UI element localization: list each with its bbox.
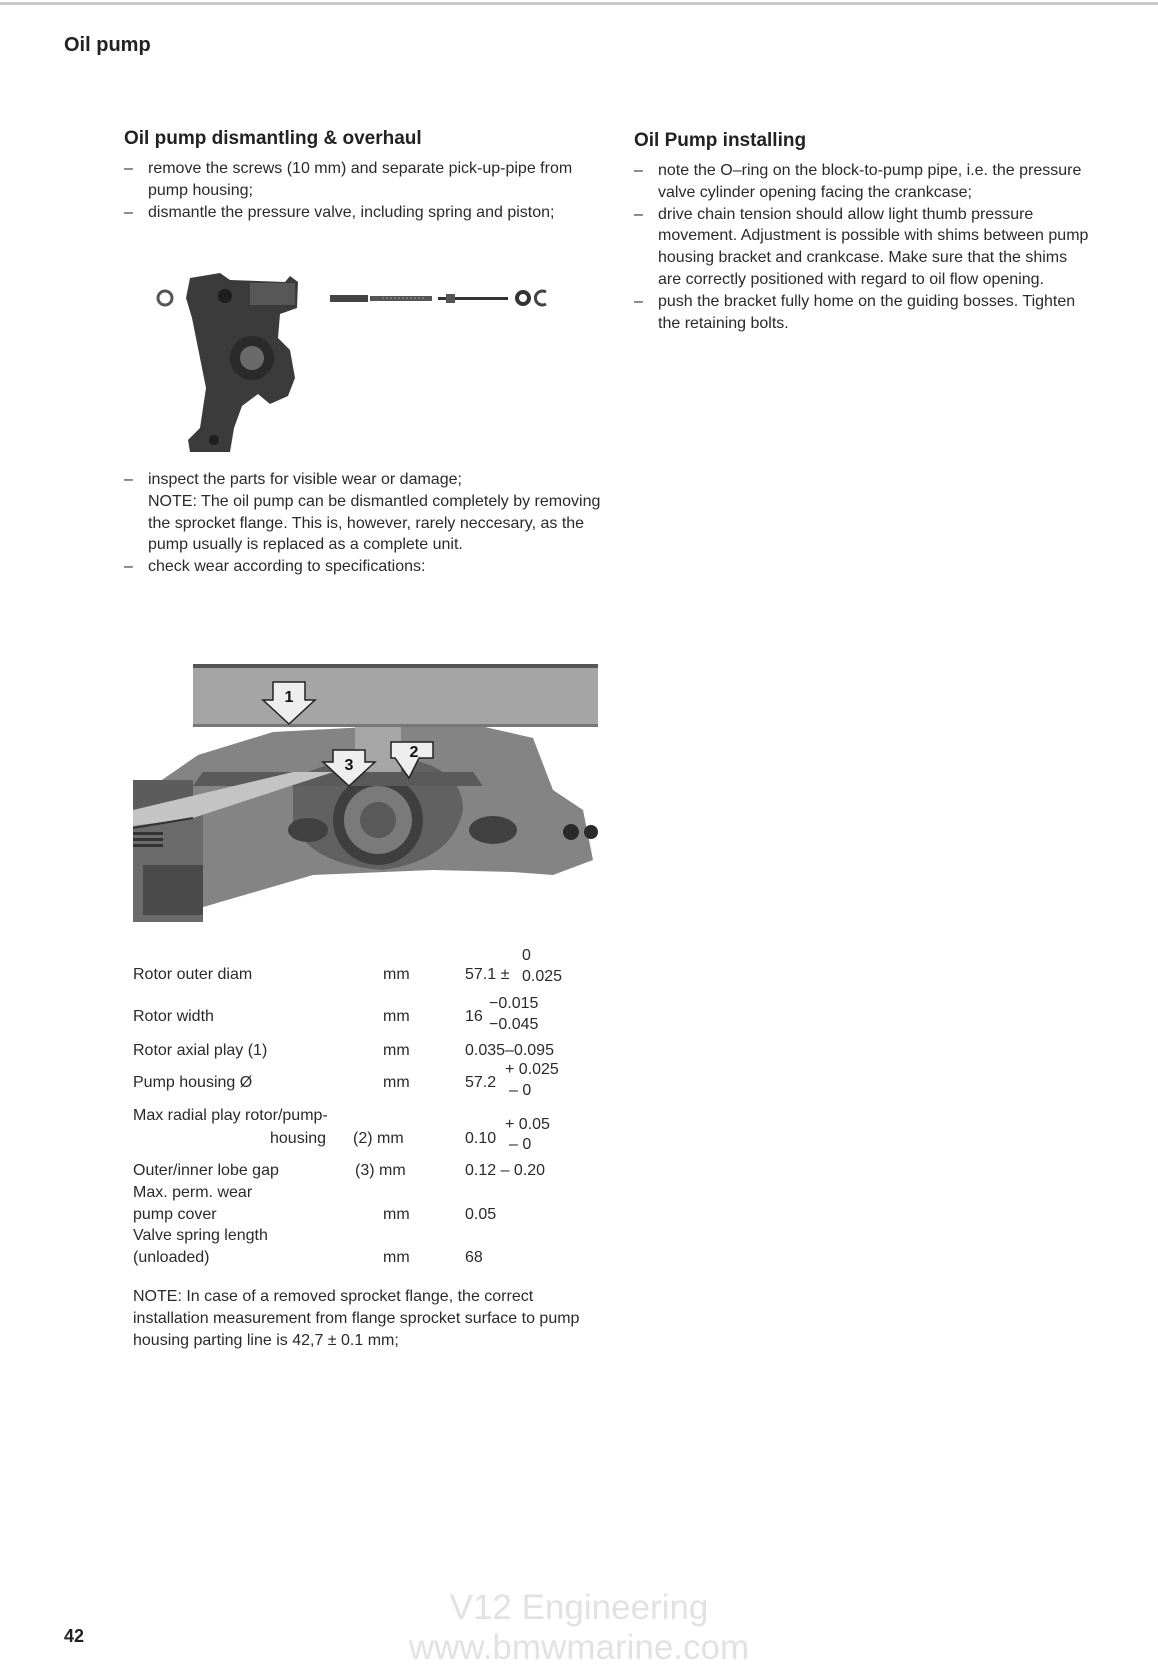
spec-unit: mm	[383, 1008, 410, 1025]
spec-label-line2: (unloaded)	[133, 1249, 210, 1266]
spec-label: Pump housing Ø	[133, 1074, 253, 1091]
spec-label: Outer/inner lobe gap	[133, 1162, 279, 1179]
spec-value: 57.1 ±	[465, 966, 510, 983]
spec-unit: mm	[383, 1249, 410, 1266]
valve-piston	[330, 295, 368, 302]
installing-step-3: – push the bracket fully home on the guiding bosses. Tighten the retaining bolts.	[634, 291, 1094, 335]
spec-value: 68	[465, 1249, 483, 1266]
spec-unit: mm	[383, 1042, 410, 1059]
o-ring	[158, 291, 172, 305]
inspect-step: – inspect the parts for visible wear or damage;	[124, 469, 610, 491]
spec-label-line2: pump cover	[133, 1206, 217, 1223]
installing-steps	[634, 160, 1094, 334]
pump-parts-photo	[150, 268, 580, 454]
spec-unit: (2) mm	[353, 1130, 404, 1147]
tolerance-lower: – 0	[509, 1136, 532, 1153]
inspect-note: NOTE: The oil pump can be dismantled completely by removing the sprocket flange. This is, however, rarely neccesary, as the pump usually is replaced as a complete unit.	[148, 492, 601, 554]
check-step: – check wear according to specifications:	[124, 556, 610, 578]
spec-label: Rotor axial play (1)	[133, 1042, 268, 1059]
tolerance-upper: + 0.05	[505, 1116, 550, 1133]
pump-body	[186, 273, 298, 452]
tolerance-lower: 0.025	[522, 968, 563, 985]
spec-value: 0.05	[465, 1206, 497, 1223]
installing-step-1: – note the O–ring on the block-to-pump pipe, i.e. the pressure valve cylinder opening facing the crankcase;	[634, 160, 1094, 204]
spec-unit: (3) mm	[355, 1162, 406, 1179]
spec-value: 57.2	[465, 1074, 497, 1091]
dismantling-step-1: – remove the screws (10 mm) and separate pick-up-pipe from pump housing;	[124, 158, 610, 202]
pump-measurement-photo	[133, 660, 598, 925]
dismantling-title: Oil pump dismantling & overhaul	[124, 128, 422, 149]
dismantling-steps	[124, 158, 610, 223]
callout-label-1: 1	[284, 689, 294, 706]
installation-note: NOTE: In case of a removed sprocket flange, the correct installation measurement from flange sprocket surface to pump housing parting line is 42,7 ± 0.1 mm;	[133, 1288, 580, 1349]
dismantling-step-2: – dismantle the pressure valve, including spring and piston;	[124, 202, 610, 224]
spec-unit: mm	[383, 966, 410, 983]
callout-label-3: 3	[344, 757, 354, 774]
installing-title: Oil Pump installing	[634, 130, 807, 151]
spec-unit: mm	[383, 1206, 410, 1223]
spec-label-line1: Valve spring length	[133, 1227, 268, 1244]
watermark-title: V12 Engineering	[449, 1588, 709, 1627]
inspect-section	[124, 469, 610, 578]
tolerance-lower: – 0	[509, 1082, 532, 1099]
installing-step-2: – drive chain tension should allow light thumb pressure movement. Adjustment is possible with shims between pump housing bracket and crankcase. Make sure that the shims are correctly positioned with regard to oil flow opening.	[634, 204, 1094, 291]
spec-label-line1: Max. perm. wear	[133, 1184, 253, 1201]
spec-label-line2: housing	[270, 1130, 327, 1147]
page-number: 42	[64, 1626, 85, 1646]
running-head: Oil pump	[64, 34, 151, 56]
spec-label: Rotor width	[133, 1008, 214, 1025]
top-rule	[0, 2, 1158, 5]
spec-value: 16	[465, 1008, 483, 1025]
tolerance-upper: 0	[522, 947, 531, 964]
valve-washer	[517, 292, 529, 304]
watermark-url: www.bmwmarine.com	[408, 1628, 750, 1667]
spec-value: 0.10	[465, 1130, 497, 1147]
tolerance-upper: −0.015	[489, 995, 539, 1012]
tolerance-lower: −0.045	[489, 1016, 539, 1033]
spec-label-line1: Max radial play rotor/pump-	[133, 1107, 328, 1124]
spec-label: Rotor outer diam	[133, 966, 253, 983]
callout-label-2: 2	[409, 744, 419, 761]
spec-value: 0.035–0.095	[465, 1042, 554, 1059]
valve-circlip	[535, 291, 546, 305]
spec-unit: mm	[383, 1074, 410, 1091]
spec-value: 0.12 – 0.20	[465, 1162, 546, 1179]
tolerance-upper: + 0.025	[505, 1061, 559, 1078]
